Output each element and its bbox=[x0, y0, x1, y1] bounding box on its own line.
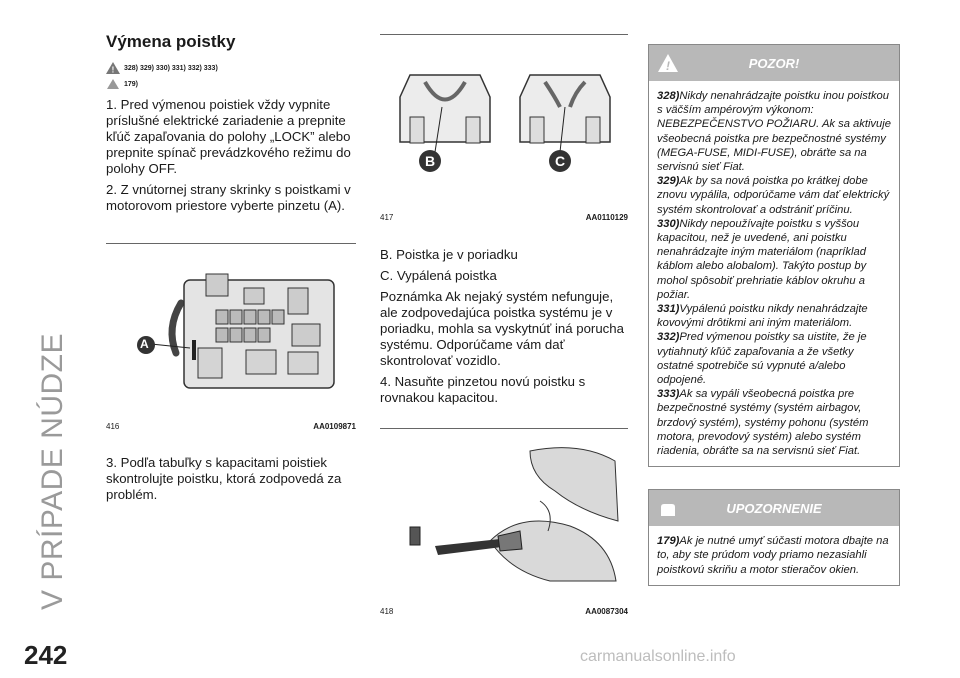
body-paragraph: 4. Nasuňte pinzetou novú poistku s rovnakou kapacitou. bbox=[380, 374, 586, 405]
column-left bbox=[106, 32, 356, 214]
warning-box-body bbox=[649, 81, 899, 466]
figure-caption: 416 AA0109871 bbox=[106, 422, 356, 431]
note-number: 328) bbox=[657, 90, 680, 102]
body-paragraph: C. Vypálená poistka bbox=[380, 268, 497, 283]
warning-box-header: ! POZOR! bbox=[649, 45, 899, 81]
watermark: carmanualsonline.info bbox=[580, 648, 736, 665]
figure-417 bbox=[380, 34, 628, 224]
note-text: Ak sa vypáli všeobecná poistka pre bezpečnostné systémy (systém airbagov, brzdový systém), systémy pohonu (systém motora, prevodový systém) alebo systém riadenia, obráťte sa na servisnú sieť Fiat. bbox=[657, 388, 869, 458]
figure-caption: 417 AA0110129 bbox=[380, 213, 628, 222]
svg-text:!: ! bbox=[666, 59, 670, 73]
note-number: 333) bbox=[657, 388, 680, 401]
note-number: 329) bbox=[657, 175, 680, 188]
step-paragraph: 3. Podľa tabuľky s kapacitami poistiek skontrolujte poistku, ktorá zodpovedá za problém. bbox=[106, 455, 342, 502]
note-item bbox=[657, 89, 891, 174]
column-middle bbox=[380, 242, 628, 406]
notice-box bbox=[648, 489, 900, 586]
note-text: Ak by sa nová poistka po krátkej dobe znovu vypálila, odporúčame vám dať elektrický systém skontrolovať a odstrániť príčinu. bbox=[657, 175, 890, 216]
callout-a-label: A bbox=[140, 337, 149, 351]
note-item bbox=[657, 302, 891, 330]
note-number: 330) bbox=[657, 217, 680, 230]
body-paragraph: Poznámka Ak nejaký systém nefunguje, ale zodpovedajúca poistka systému je v poriadku, mohla sa vyskytnúť iná porucha systému. Odporúčame vám dať skontrolovať vozidlo. bbox=[380, 289, 624, 368]
warning-reference: ! 328) 329) 330) 331) 332) 333) bbox=[106, 60, 356, 76]
section-heading: Výmena poistky bbox=[106, 32, 236, 51]
note-number: 332) bbox=[657, 331, 680, 344]
note-text: Nikdy nepoužívajte poistku s vyššou kapacitou, než je uvedené, ani poistku nenahrádzajte iným materiálom (napríklad káblom alebo alobalom). Takýto postup by mohol spôsobiť prehriatie káblov okruhu a požiar. bbox=[657, 217, 867, 301]
fuse-comparison-illustration bbox=[380, 37, 628, 207]
note-item bbox=[657, 217, 891, 302]
fuse-box-illustration bbox=[106, 248, 356, 418]
column-right bbox=[648, 44, 900, 586]
note-item bbox=[657, 174, 891, 217]
body-paragraph: B. Poistka je v poriadku bbox=[380, 247, 518, 262]
warning-triangle-icon bbox=[106, 62, 120, 74]
callout-b-label: B bbox=[425, 153, 436, 169]
warning-box bbox=[648, 44, 900, 467]
column-left-bottom bbox=[106, 450, 356, 503]
svg-text:!: ! bbox=[111, 65, 115, 74]
figure-caption: 418 AA0087304 bbox=[380, 607, 628, 616]
note-number: 179) bbox=[657, 535, 680, 548]
page-number: 242 bbox=[24, 640, 68, 670]
notice-box-body bbox=[649, 526, 899, 585]
notice-box-header: UPOZORNENIE bbox=[649, 490, 899, 526]
note-text: Ak je nutné umyť súčasti motora dbajte na to, aby ste prúdom vody priamo nezasiahli poistkovú skriňu a motor stieračov okien. bbox=[657, 535, 889, 576]
note-item bbox=[657, 534, 891, 577]
note-text: Vypálenú poistku nikdy nenahrádzajte kovovými drôtikmi ani iným materiálom. bbox=[657, 303, 868, 330]
note-text: Pred výmenou poistky sa uistite, že je vytiahnutý kľúč zapaľovania a že všetky ostatné spotrebiče sú vypnuté a/alebo odpojené. bbox=[657, 331, 867, 387]
callout-c-label: C bbox=[555, 153, 566, 169]
notice-reference: 179) bbox=[106, 76, 356, 92]
step-paragraph: 2. Z vnútornej strany skrinky s poistkami v motorovom priestore vyberte pinzetu (A). bbox=[106, 182, 351, 213]
hand-notice-icon bbox=[106, 78, 120, 90]
figure-416 bbox=[106, 243, 356, 433]
note-item bbox=[657, 387, 891, 458]
step-paragraph: 1. Pred výmenou poistiek vždy vypnite príslušné elektrické zariadenie a prepnite kľúč zapaľovania do polohy „LOCK” alebo prepnite spínač prevádzkového režimu do polohy OFF. bbox=[106, 97, 351, 176]
fuse-puller-hand-illustration bbox=[380, 431, 628, 601]
warning-triangle-icon bbox=[657, 53, 679, 73]
figure-418 bbox=[380, 428, 628, 618]
hand-notice-icon bbox=[657, 498, 679, 518]
note-text: Nikdy nenahrádzajte poistku inou poistkou s väčším ampérovým výkonom: NEBEZPEČENSTVO POŽIARU. Ak sa aktivuje všeobecná poistka pre bezpečnostné systémy (MEGA-FUSE, MIDI-FUSE), obráťte sa na servisnú sieť Fiat. bbox=[657, 90, 891, 174]
chapter-side-title: V PRÍPADE NÚDZE bbox=[36, 333, 69, 610]
note-item bbox=[657, 330, 891, 387]
note-number: 331) bbox=[657, 303, 680, 316]
